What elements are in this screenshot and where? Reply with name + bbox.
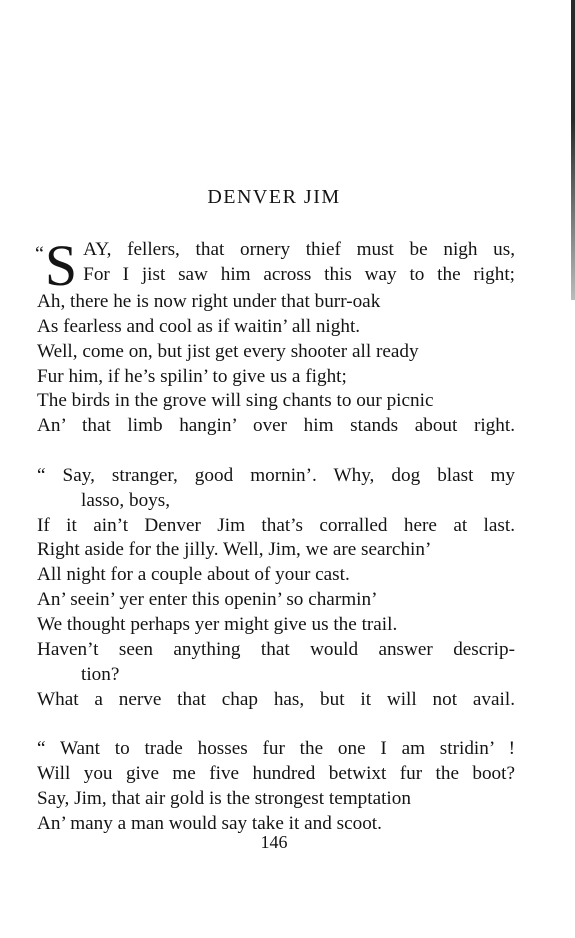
poem-line: Will you give me five hundred betwixt fur the boot?	[37, 763, 515, 785]
poem-line: Say, Jim, that air gold is the strongest temptation	[37, 787, 411, 809]
page-edge	[571, 0, 575, 300]
poem-line: Fur him, if he’s spilin’ to give us a fight;	[37, 365, 347, 387]
stanza-gap	[37, 439, 515, 464]
poem-line: We thought perhaps yer might give us the trail.	[37, 613, 398, 635]
poem-line: Haven’t seen anything that would answer descrip-	[37, 638, 515, 660]
poem-line: As fearless and cool as if waitin’ all night.	[37, 315, 361, 337]
poem-line-continuation: tion?	[81, 663, 120, 685]
drop-cap-letter: S	[44, 233, 78, 298]
poem-line: An’ many a man would say take it and scoot.	[37, 812, 382, 834]
poem-line: The birds in the grove will sing chants to our picnic	[37, 390, 434, 412]
poem-line: “ Say, stranger, good mornin’. Why, dog blast my	[37, 464, 515, 486]
poem-line-continuation: lasso, boys,	[81, 489, 171, 511]
poem-line: AY, fellers, that ornery thief must be nigh us,	[83, 239, 515, 260]
poem-line: Well, come on, but jist get every shooter all ready	[37, 340, 419, 362]
stanza-2	[37, 464, 515, 712]
poem-line: “ Want to trade hosses fur the one I am stridin’ !	[37, 738, 515, 760]
drop-cap	[35, 233, 78, 298]
poem-line: All night for a couple about of your cast.	[37, 564, 350, 586]
stanza-gap	[37, 712, 515, 737]
poem-line: Ah, there he is now right under that burr-oak	[37, 291, 381, 312]
drop-cap-quote: “	[35, 243, 44, 265]
stanza-1	[35, 233, 515, 439]
page-number: 146	[260, 832, 288, 852]
poem-line: What a nerve that chap has, but it will not avail.	[37, 688, 515, 710]
stanza-3	[37, 737, 515, 836]
poem-title: DENVER JIM	[207, 186, 341, 208]
poem-line: An’ that limb hangin’ over him stands about right.	[37, 415, 515, 437]
poem-line: An’ seein’ yer enter this openin’ so charmin’	[37, 589, 378, 611]
poem-body	[35, 233, 515, 837]
poem-line: For I jist saw him across this way to the right;	[83, 263, 515, 285]
poem-line: If it ain’t Denver Jim that’s corralled here at last.	[37, 514, 515, 536]
poem-line: Right aside for the jilly. Well, Jim, we are searchin’	[37, 539, 432, 561]
